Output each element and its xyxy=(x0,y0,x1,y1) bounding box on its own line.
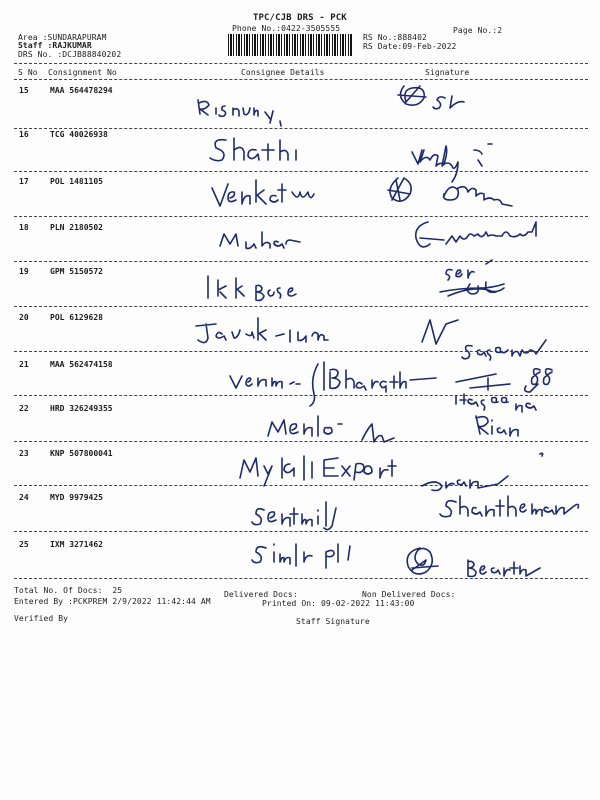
col-sno: S No xyxy=(18,68,38,77)
non-delivered-docs: Non Delivered Docs: xyxy=(362,590,456,599)
handwritten-consignee-name xyxy=(220,232,300,249)
handwritten-signature xyxy=(416,222,536,247)
entered-by: Entered By :PCKPREM 2/9/2022 11:42:44 AM xyxy=(14,597,211,606)
row-consignment: MAA 564478294 xyxy=(50,86,113,95)
drs-number: DRS No. :DCJB88840202 xyxy=(18,50,122,59)
handwritten-consignee-name xyxy=(196,318,328,343)
col-consignee: Consignee Details xyxy=(241,68,325,77)
row-consignment: POL 6129628 xyxy=(50,313,103,322)
row-sno: 16 xyxy=(19,130,29,139)
handwritten-consignee-name xyxy=(240,456,396,486)
row-sno: 24 xyxy=(19,493,29,502)
printed-on: Printed On: 09-02-2022 11:43:00 xyxy=(262,599,415,608)
total-docs: Total No. Of Docs: 25 xyxy=(14,586,123,595)
handwritten-consignee-name xyxy=(210,138,296,161)
handwritten-consignee-name xyxy=(230,362,436,406)
row-sno: 22 xyxy=(19,404,29,413)
row-consignment: GPM 5150572 xyxy=(50,267,103,276)
handwritten-signature xyxy=(412,144,492,182)
row-sno: 20 xyxy=(19,313,29,322)
row-consignment: TCG 40026938 xyxy=(50,130,108,139)
row-consignment: KNP 507800041 xyxy=(50,449,113,458)
area-field: Area :SUNDARAPURAM xyxy=(18,33,107,42)
document-title: TPC/CJB DRS - PCK xyxy=(253,13,347,23)
handwritten-signature xyxy=(362,416,518,442)
handwritten-consignee-name xyxy=(208,276,296,301)
handwritten-consignee-name xyxy=(252,544,350,568)
row-sno: 17 xyxy=(19,177,29,186)
row-sno: 19 xyxy=(19,267,29,276)
page-number: Page No.:2 xyxy=(453,26,503,35)
row-sno: 15 xyxy=(19,86,29,95)
col-consignment: Consignment No xyxy=(48,68,117,77)
row-sno: 25 xyxy=(19,540,29,549)
handwritten-consignee-name xyxy=(268,416,342,436)
row-sno: 18 xyxy=(19,223,29,232)
row-consignment: MYD 9979425 xyxy=(50,493,103,502)
rs-date: RS Date:09-Feb-2022 xyxy=(363,42,457,51)
handwritten-signature xyxy=(398,86,464,109)
rs-number: RS No.:888402 xyxy=(363,33,427,42)
col-signature: Signature xyxy=(425,68,470,77)
staff-signature-label: Staff Signature xyxy=(296,617,370,626)
handwritten-consignee-name xyxy=(212,180,314,206)
handwritten-signature xyxy=(422,453,543,490)
staff-field: Staff :RAJKUMAR xyxy=(18,41,92,50)
row-consignment: HRD 326249355 xyxy=(50,404,113,413)
row-consignment: POL 1481105 xyxy=(50,177,103,186)
row-consignment: IXM 3271462 xyxy=(50,540,103,549)
handwritten-signature xyxy=(388,178,512,206)
handwritten-signature xyxy=(456,369,552,412)
verified-by: Verified By xyxy=(14,614,69,623)
row-sno: 23 xyxy=(19,449,29,458)
handwritten-signature xyxy=(440,260,504,296)
handwritten-consignee-name xyxy=(252,502,336,530)
handwritten-consignee-name xyxy=(198,100,281,126)
delivered-docs: Delivered Docs: xyxy=(224,590,298,599)
row-consignment: PLN 2180502 xyxy=(50,223,103,232)
row-consignment: MAA 562474158 xyxy=(50,360,113,369)
handwritten-signature xyxy=(422,320,546,360)
handwritten-signature xyxy=(440,496,579,517)
row-sno: 21 xyxy=(19,360,29,369)
handwritten-signature xyxy=(407,548,540,577)
phone-number: Phone No.:0422-3505555 xyxy=(232,24,341,33)
